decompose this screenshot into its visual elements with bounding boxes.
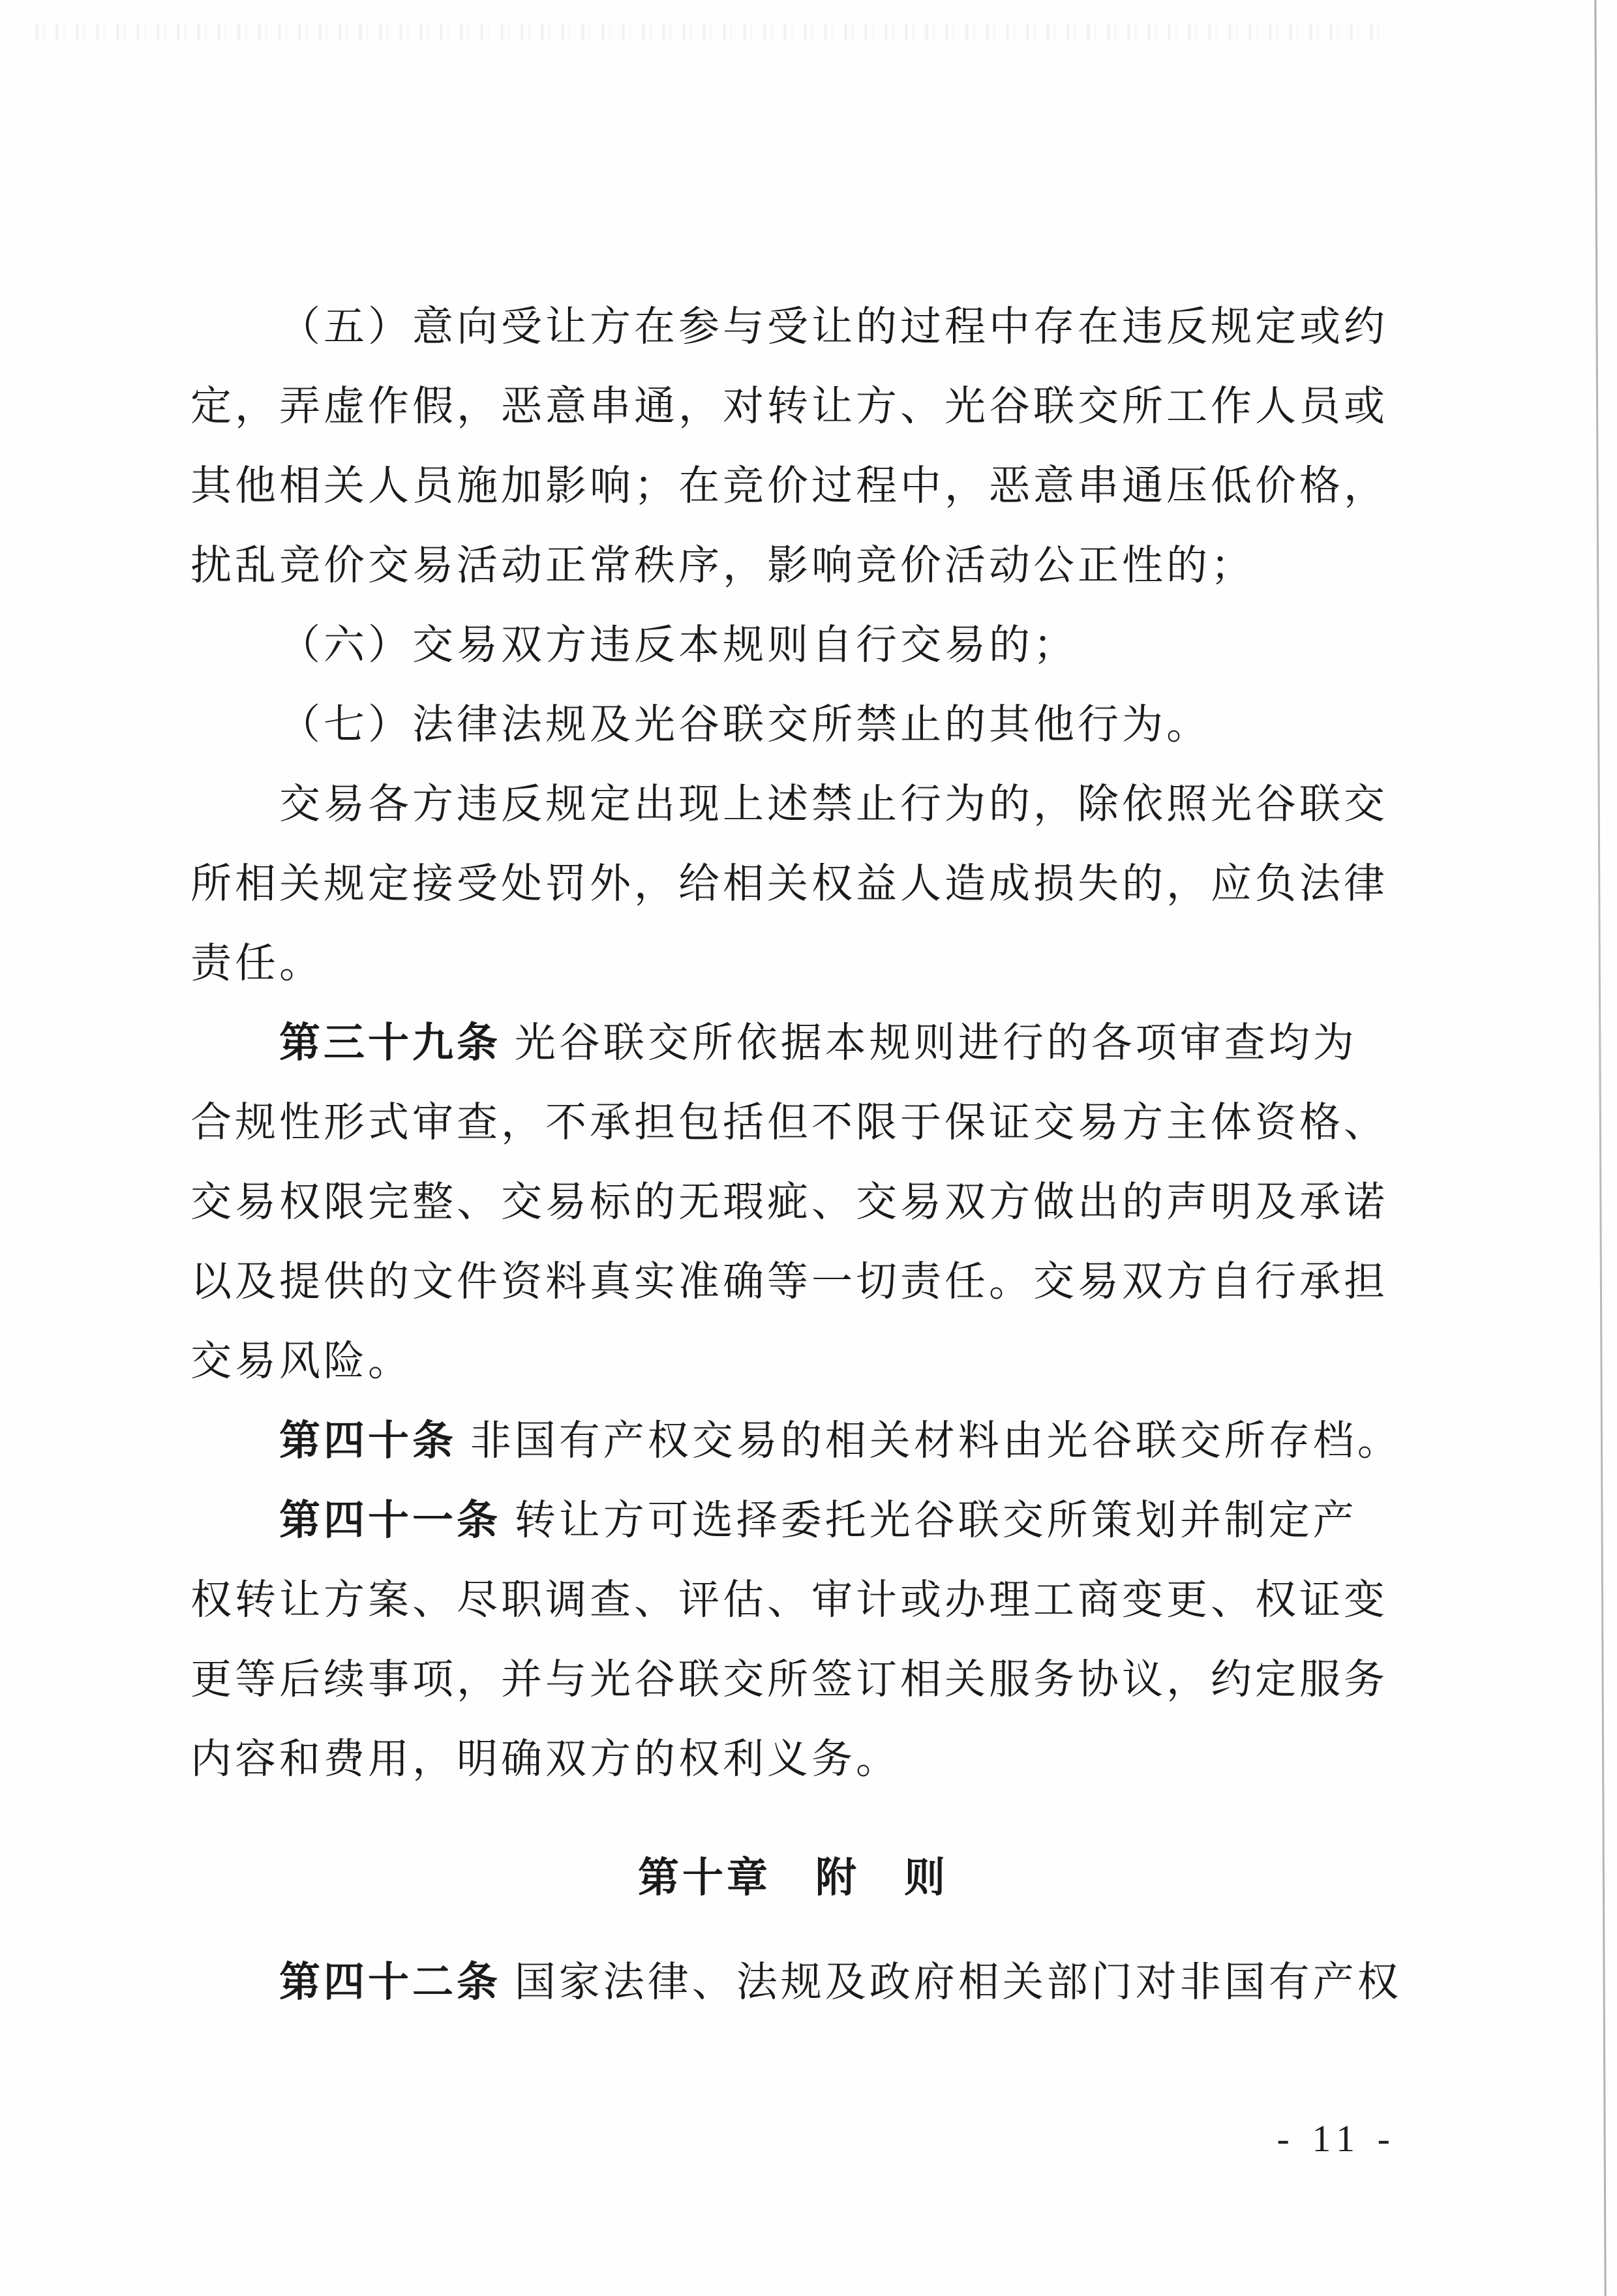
text-line: 其他相关人员施加影响；在竞价过程中，恶意串通压低价格， <box>190 463 1388 509</box>
text-line-item-7: （七）法律法规及光谷联交所禁止的其他行为。 <box>279 702 1211 748</box>
text-line: 以及提供的文件资料真实准确等一切责任。交易双方自行承担 <box>190 1259 1388 1305</box>
text-line: 权转让方案、尽职调查、评估、审计或办理工商变更、权证变 <box>190 1577 1388 1623</box>
chapter-heading: 第十章 附 则 <box>638 1855 948 1901</box>
text-line: 所相关规定接受处罚外，给相关权益人造成损失的，应负法律 <box>190 861 1388 907</box>
text-line: 合规性形式审查，不承担包括但不限于保证交易方主体资格、 <box>190 1100 1388 1145</box>
text-line-article-42: 第四十二条 国家法律、法规及政府相关部门对非国有产权 <box>279 1959 1402 2005</box>
text-line-paragraph-start: 交易各方违反规定出现上述禁止行为的，除依照光谷联交 <box>279 781 1388 827</box>
text-line: 内容和费用，明确双方的权利义务。 <box>190 1736 900 1782</box>
text-line: 交易权限完整、交易标的无瑕疵、交易双方做出的声明及承诺 <box>190 1179 1388 1225</box>
text-line-article-41: 第四十一条 转让方可选择委托光谷联交所策划并制定产 <box>279 1498 1357 1543</box>
text-line-item-6: （六）交易双方违反本规则自行交易的； <box>279 622 1078 668</box>
text-line-article-39: 第三十九条 光谷联交所依据本规则进行的各项审查均为 <box>279 1020 1357 1066</box>
document-body <box>190 287 1402 2022</box>
text-line: 更等后续事项，并与光谷联交所签订相关服务协议，约定服务 <box>190 1657 1388 1702</box>
scan-edge-line <box>1594 0 1606 2296</box>
text-line: 责任。 <box>190 941 324 986</box>
scan-noise-artifact <box>36 23 1380 40</box>
text-line-article-40: 第四十条 非国有产权交易的相关材料由光谷联交所存档。 <box>279 1418 1402 1464</box>
text-line: 交易风险。 <box>190 1338 412 1384</box>
text-line: 扰乱竞价交易活动正常秩序，影响竞价活动公正性的； <box>190 543 1255 588</box>
text-line: 定，弄虚作假，恶意串通，对转让方、光谷联交所工作人员或 <box>190 384 1388 429</box>
text-line-item-5-start: （五）意向受让方在参与受让的过程中存在违反规定或约 <box>279 304 1388 350</box>
page-number: - 11 - <box>1277 2117 1397 2160</box>
